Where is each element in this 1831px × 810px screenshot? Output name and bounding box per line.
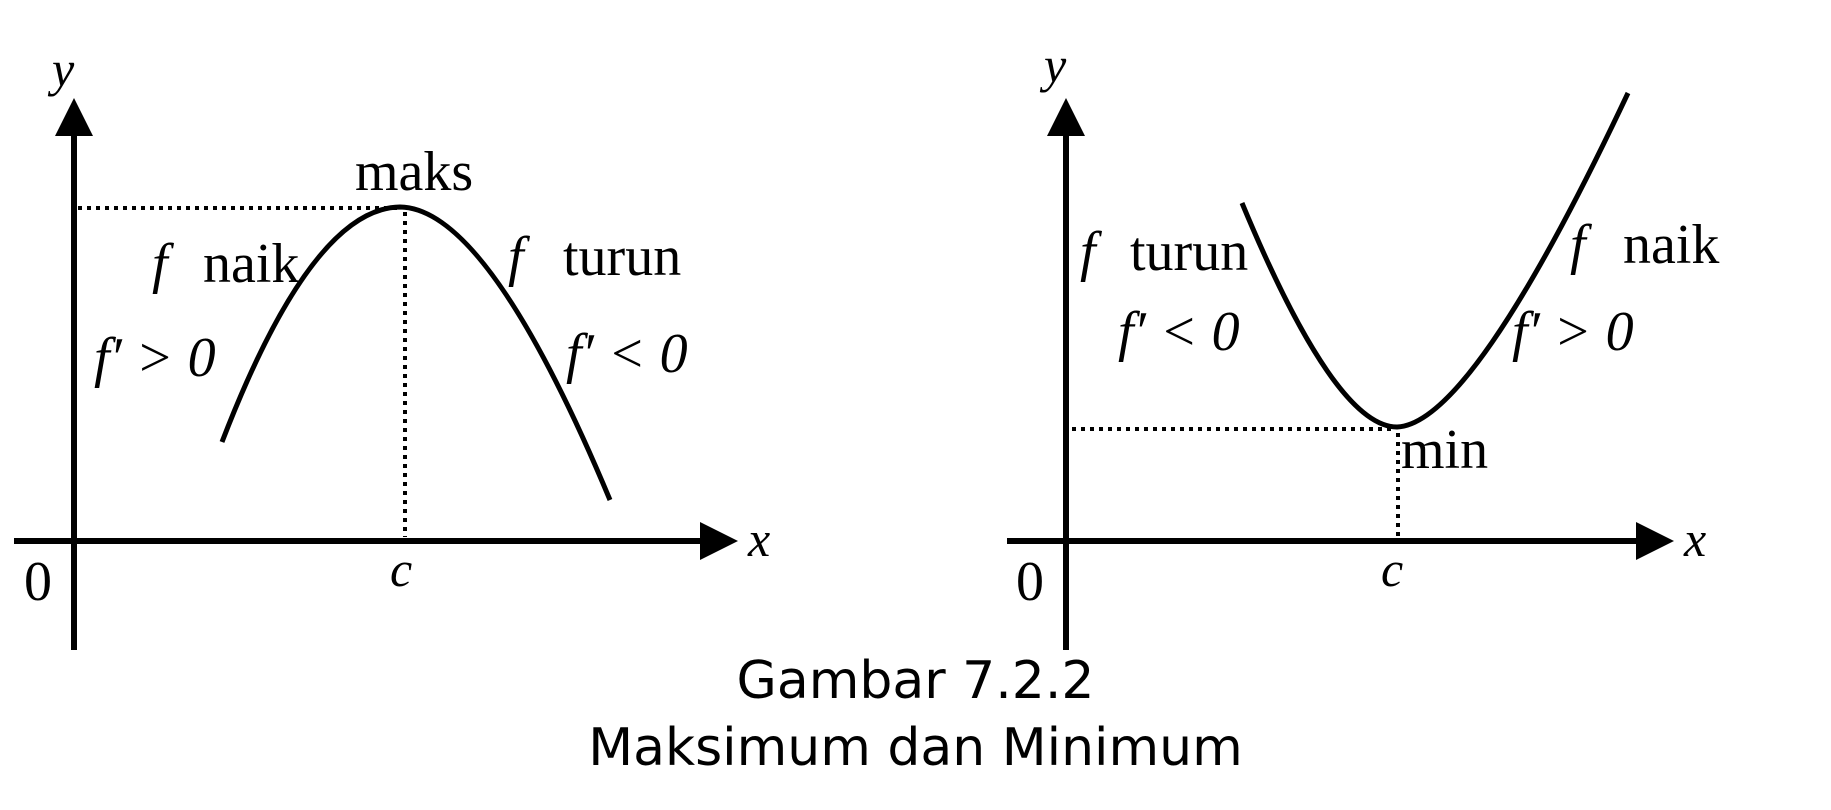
right-c-label: c: [1381, 541, 1404, 597]
left-maks-label: maks: [355, 141, 474, 203]
left-rising-derivative-label: f′ > 0: [94, 327, 216, 389]
right-origin-label: 0: [1016, 551, 1044, 613]
figure-caption-subtitle: Maksimum dan Minimum: [588, 718, 1243, 778]
left-falling-derivative-label: f′ < 0: [566, 323, 688, 385]
left-y-arrowhead: [55, 98, 93, 136]
right-graph: [1007, 37, 1719, 650]
left-x-arrowhead: [700, 522, 738, 560]
right-min-label: min: [1401, 419, 1489, 481]
right-rising-fn-label: f: [1570, 214, 1586, 276]
left-y-label: y: [52, 41, 75, 97]
left-rising-word-label: naik: [203, 233, 300, 295]
right-falling-fn-label: f: [1080, 221, 1096, 283]
left-origin-label: 0: [24, 551, 52, 613]
right-x-arrowhead: [1636, 522, 1674, 560]
right-rising-word-label: naik: [1623, 214, 1720, 276]
right-rising-derivative-label: f′ > 0: [1512, 301, 1634, 363]
right-falling-derivative-label: f′ < 0: [1118, 301, 1240, 363]
left-x-label: x: [748, 511, 771, 567]
right-y-arrowhead: [1047, 98, 1085, 136]
figure-caption-title: Gambar 7.2.2: [736, 651, 1095, 711]
left-falling-word-label: turun: [563, 226, 682, 288]
left-falling-fn-label: f: [508, 226, 524, 288]
right-falling-word-label: turun: [1130, 221, 1249, 283]
right-y-label: y: [1044, 37, 1067, 93]
left-graph: [14, 41, 770, 650]
left-c-label: c: [390, 541, 413, 597]
left-rising-fn-label: f: [152, 233, 168, 295]
right-x-label: x: [1684, 511, 1707, 567]
